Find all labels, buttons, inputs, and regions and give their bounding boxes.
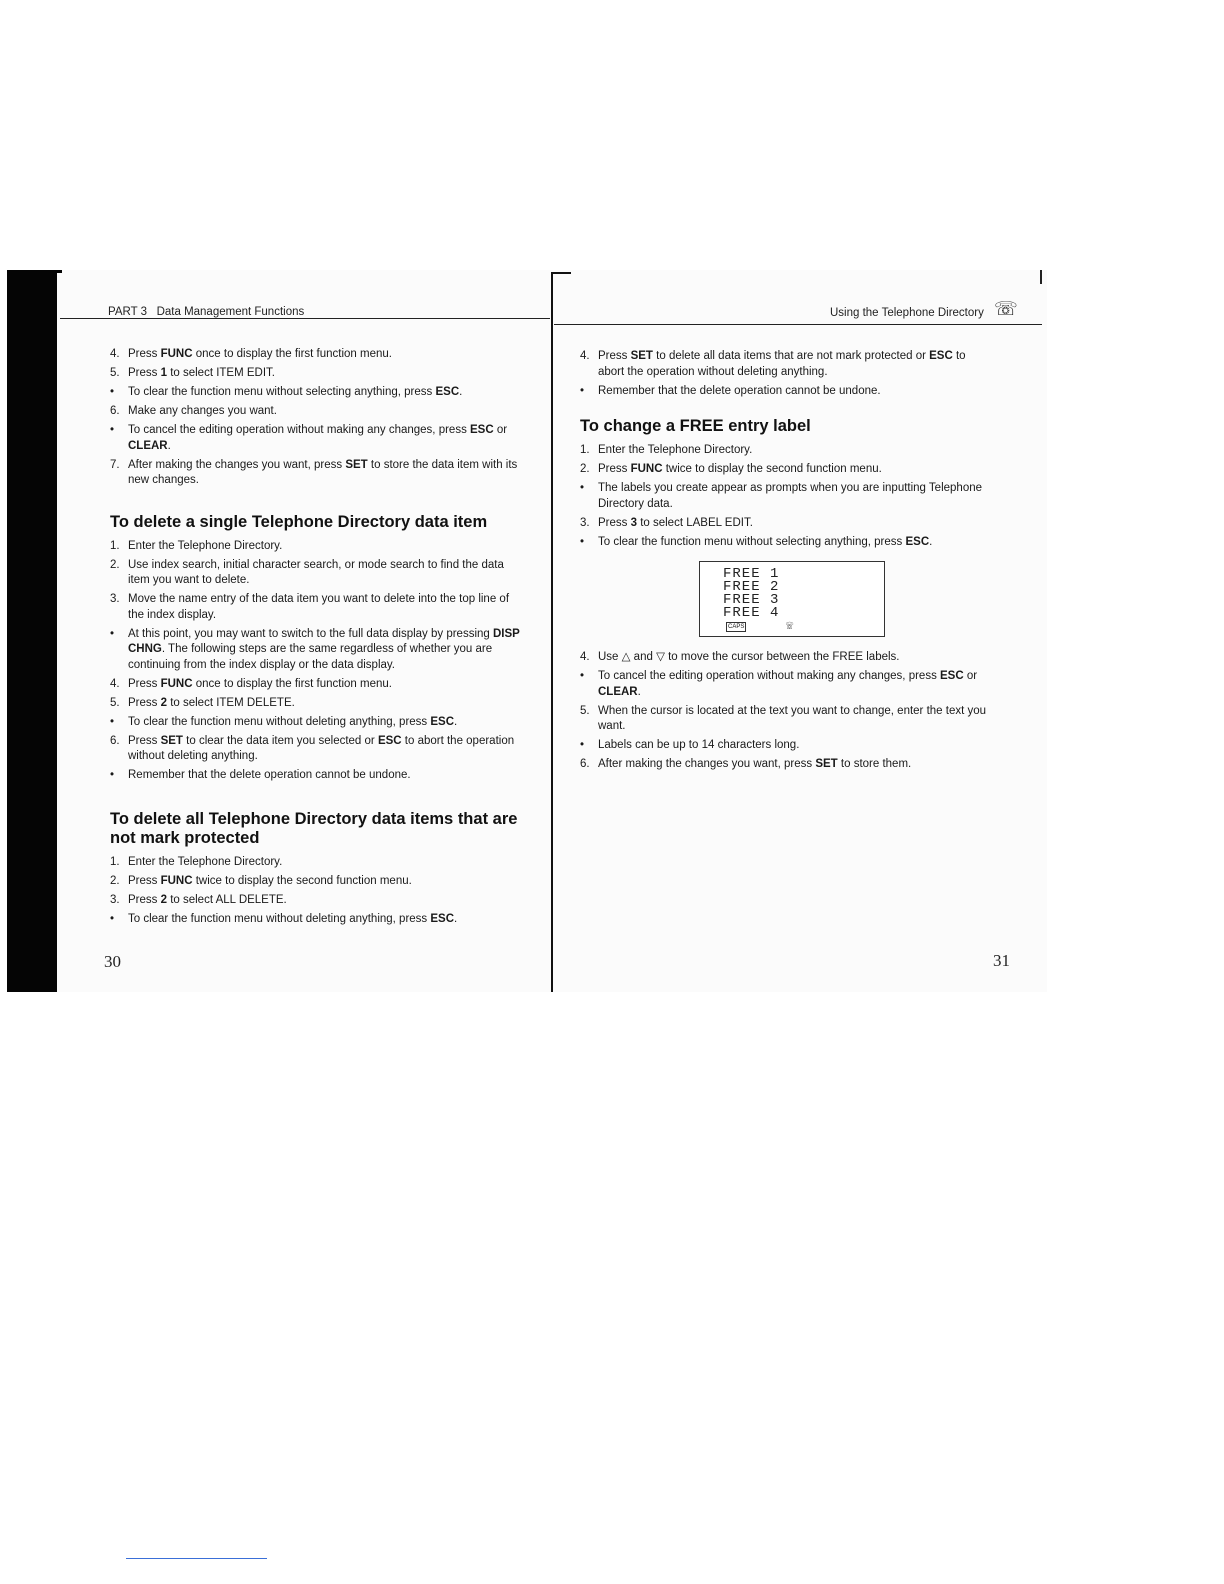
text-run: once to display the first function menu. xyxy=(192,677,392,690)
text-run: Press xyxy=(128,677,161,690)
left-top-list xyxy=(110,347,522,489)
item-text xyxy=(598,482,982,510)
step-item xyxy=(110,696,522,712)
text-run: to abort the operation without deleting anything. xyxy=(128,734,515,762)
right-top-list xyxy=(580,349,994,399)
list-marker: • xyxy=(110,386,115,398)
step-item xyxy=(110,734,522,765)
key-name: ESC xyxy=(929,350,953,362)
key-name: DISP CHNG xyxy=(128,627,520,655)
item-text xyxy=(128,913,457,925)
text-run: to select ITEM DELETE. xyxy=(167,696,295,709)
item-text xyxy=(128,459,517,487)
step-item xyxy=(580,462,994,478)
list-marker: 4. xyxy=(110,677,120,690)
list-marker: 2. xyxy=(110,558,120,571)
underline-mark xyxy=(126,1558,267,1559)
key-name: ESC xyxy=(435,386,460,398)
text-run: to clear the data item you selected or xyxy=(182,734,378,747)
step-item xyxy=(110,539,522,555)
text-run: Press xyxy=(128,893,161,906)
item-text xyxy=(598,651,900,663)
bullet-item xyxy=(580,669,994,700)
list-marker: 3. xyxy=(110,593,120,605)
bullet-item xyxy=(580,535,994,551)
item-text xyxy=(128,593,509,621)
section-heading-free-label: To change a FREE entry label xyxy=(580,417,811,435)
bullet-item xyxy=(110,385,522,401)
text-run: Remember that the delete operation cannot be undone. xyxy=(598,384,881,397)
text-run: or xyxy=(963,670,978,682)
key-name: ESC xyxy=(430,715,455,728)
key-name: SET xyxy=(630,350,653,362)
list-marker: 5. xyxy=(580,704,590,717)
list-marker: • xyxy=(580,482,585,494)
item-text xyxy=(128,559,504,587)
key-name: 3 xyxy=(630,516,637,529)
bullet-item xyxy=(110,423,522,454)
item-text xyxy=(128,348,392,360)
text-run: twice to display the second function menu. xyxy=(192,874,412,887)
list-marker: 2. xyxy=(580,463,590,475)
text-run: to store the data item with its new changes. xyxy=(128,458,518,486)
text-run: . xyxy=(454,715,458,728)
text-run: to store them. xyxy=(837,758,912,770)
key-name: ESC xyxy=(377,734,402,747)
step-item xyxy=(580,443,994,459)
step-item xyxy=(110,893,522,909)
key-name: CLEAR xyxy=(128,439,168,452)
item-text xyxy=(598,670,977,698)
key-name: 2 xyxy=(160,696,167,709)
step-item xyxy=(110,347,522,363)
list-marker: • xyxy=(580,384,585,397)
bullet-item xyxy=(580,384,994,400)
bullet-item xyxy=(580,738,994,754)
item-text xyxy=(598,463,882,475)
step-item xyxy=(110,458,522,489)
step-item xyxy=(110,404,522,420)
step-item xyxy=(580,650,994,666)
scan-edge-shadow xyxy=(7,270,57,992)
key-name: SET xyxy=(345,458,368,471)
text-run: Press xyxy=(598,463,631,475)
text-run: . xyxy=(454,912,458,925)
text-run: . xyxy=(929,535,933,548)
text-run: Use index search, initial character search, or mode search to find the data item you want to delete. xyxy=(128,558,504,586)
key-name: ESC xyxy=(470,424,494,436)
item-text xyxy=(128,367,275,379)
text-run: to delete all data items that are not mark protected or xyxy=(652,350,930,362)
text-run: twice to display the second function menu. xyxy=(662,463,882,475)
free-label-steps-a xyxy=(580,443,994,550)
scan-edge-hook xyxy=(50,270,62,273)
text-run: To cancel the editing operation without making any changes, press xyxy=(598,670,941,682)
item-text xyxy=(598,444,752,456)
text-run: The labels you create appear as prompts when you are inputting Telephone Directory data. xyxy=(598,482,983,510)
list-marker: 6. xyxy=(110,734,120,747)
section-heading-delete-all: To delete all Telephone Directory data items that are not mark protected xyxy=(110,809,518,847)
list-marker: • xyxy=(580,739,585,751)
key-name: ESC xyxy=(905,535,930,548)
bullet-item xyxy=(580,481,994,512)
header-rule-right xyxy=(554,324,1042,325)
text-run: to select LABEL EDIT. xyxy=(637,516,753,529)
text-run: to select ITEM EDIT. xyxy=(167,367,275,379)
text-run: to abort the operation without deleting anything. xyxy=(598,350,966,378)
item-text xyxy=(128,424,507,452)
delete-single-steps xyxy=(110,539,522,784)
text-run: To clear the function menu without selecting anything, press xyxy=(598,535,906,548)
free-label-steps-b xyxy=(580,650,994,773)
lcd-line: FREE 2 xyxy=(723,579,780,595)
list-marker: • xyxy=(580,535,585,548)
key-name: SET xyxy=(815,758,838,770)
bullet-item xyxy=(110,627,522,674)
text-run: Press xyxy=(128,734,161,747)
list-marker: 3. xyxy=(580,516,590,529)
text-run: Press xyxy=(128,874,161,887)
lcd-line: FREE 1 xyxy=(723,566,780,582)
list-marker: • xyxy=(580,670,585,682)
bullet-item xyxy=(110,912,522,928)
list-marker: 1. xyxy=(110,855,120,868)
key-name: FUNC xyxy=(160,874,193,887)
text-run: Press xyxy=(598,516,631,529)
item-text xyxy=(128,894,287,906)
item-text xyxy=(128,386,462,398)
item-text xyxy=(128,405,277,417)
step-item xyxy=(110,366,522,382)
step-item xyxy=(580,704,994,735)
telephone-icon: ☏ xyxy=(786,619,794,633)
list-marker: 4. xyxy=(580,350,590,362)
bullet-item xyxy=(110,768,522,784)
text-run: Labels can be up to 14 characters long. xyxy=(598,739,800,751)
key-name: FUNC xyxy=(160,677,193,690)
caps-indicator: CAPS xyxy=(728,624,745,630)
text-run: . xyxy=(167,439,171,452)
text-run: . xyxy=(637,685,641,698)
left-page-column xyxy=(110,347,522,931)
book-spine xyxy=(551,272,553,992)
key-name: ESC xyxy=(940,670,964,682)
item-text xyxy=(598,385,881,397)
list-marker: • xyxy=(110,424,115,436)
item-text xyxy=(598,517,753,529)
lcd-line: FREE 3 xyxy=(723,592,780,608)
list-marker: • xyxy=(110,627,115,640)
text-run: To clear the function menu without deleting anything, press xyxy=(128,715,431,728)
list-marker: 1. xyxy=(110,539,120,552)
step-item xyxy=(110,874,522,890)
lcd-line: FREE 4 xyxy=(723,605,780,621)
telephone-icon: ☏ xyxy=(994,299,1018,320)
text-run: once to display the first function menu. xyxy=(192,348,392,360)
text-run: . xyxy=(459,386,463,398)
key-name: SET xyxy=(160,734,183,747)
key-name: 1 xyxy=(160,367,167,379)
text-run: . The following steps are the same regardless of whether you are continuing from the index display or the data display. xyxy=(128,643,493,671)
text-run: Enter the Telephone Directory. xyxy=(128,855,283,868)
list-marker: 6. xyxy=(580,758,590,770)
item-text xyxy=(128,716,457,728)
item-text xyxy=(128,540,282,552)
key-name: FUNC xyxy=(160,348,193,360)
item-text xyxy=(128,856,282,868)
key-name: FUNC xyxy=(630,463,663,475)
delete-all-steps xyxy=(110,855,522,928)
text-run: Press xyxy=(128,696,161,709)
step-item xyxy=(110,855,522,871)
list-marker: 4. xyxy=(110,348,120,360)
text-run: At this point, you may want to switch to the full data display by pressing xyxy=(128,627,493,640)
book-spine-top xyxy=(551,272,571,274)
right-page-column xyxy=(580,349,994,554)
step-item xyxy=(580,516,994,532)
lcd-display xyxy=(699,561,885,637)
running-head-left: PART 3 Data Management Functions xyxy=(108,306,305,318)
text-run: To clear the function menu without deleting anything, press xyxy=(128,912,431,925)
right-page-column-lower xyxy=(580,650,994,776)
text-run: To cancel the editing operation without making any changes, press xyxy=(128,424,471,436)
step-item xyxy=(580,757,994,773)
item-text xyxy=(128,628,520,671)
text-run: Press xyxy=(128,348,161,360)
list-marker: 5. xyxy=(110,696,120,709)
text-run: to select ALL DELETE. xyxy=(167,893,287,906)
item-text xyxy=(598,536,932,548)
text-run: Make any changes you want. xyxy=(128,405,277,417)
list-marker: • xyxy=(110,715,115,728)
text-run: Remember that the delete operation cannot be undone. xyxy=(128,769,411,781)
item-text xyxy=(128,735,514,763)
item-text xyxy=(128,875,412,887)
list-marker: 5. xyxy=(110,367,120,379)
text-run: To clear the function menu without selecting anything, press xyxy=(128,386,436,398)
text-run: After making the changes you want, press xyxy=(128,458,346,471)
step-item xyxy=(110,558,522,589)
step-item xyxy=(110,677,522,693)
text-run: After making the changes you want, press xyxy=(598,758,816,770)
list-marker: 2. xyxy=(110,874,120,887)
item-text xyxy=(598,739,799,751)
key-name: CLEAR xyxy=(598,685,638,698)
text-run: Press xyxy=(128,367,161,379)
key-name: ESC xyxy=(430,912,455,925)
text-run: Press xyxy=(598,350,631,362)
step-item xyxy=(110,592,522,623)
list-marker: 6. xyxy=(110,405,120,417)
item-text xyxy=(128,697,295,709)
item-text xyxy=(598,705,986,733)
list-marker: 3. xyxy=(110,893,120,906)
text-run: Enter the Telephone Directory. xyxy=(598,444,753,456)
text-run: Use △ and ▽ to move the cursor between the FREE labels. xyxy=(598,651,900,663)
list-marker: 4. xyxy=(580,651,590,663)
item-text xyxy=(598,350,966,378)
list-marker: 1. xyxy=(580,444,590,456)
list-marker: 7. xyxy=(110,458,120,471)
scan-mark xyxy=(1040,270,1042,284)
item-text xyxy=(128,678,392,690)
section-heading-delete-single: To delete a single Telephone Directory data item xyxy=(110,512,488,531)
text-run: or xyxy=(493,424,508,436)
list-marker: • xyxy=(110,912,115,925)
running-head-right: Using the Telephone Directory xyxy=(830,307,984,319)
bullet-item xyxy=(110,715,522,731)
text-run: Enter the Telephone Directory. xyxy=(128,539,283,552)
page-number-right: 31 xyxy=(993,951,1010,970)
text-run: Move the name entry of the data item you want to delete into the top line of the index display. xyxy=(128,593,510,621)
key-name: 2 xyxy=(160,893,167,906)
header-rule-left xyxy=(60,318,550,319)
list-marker: • xyxy=(110,769,115,781)
text-run: When the cursor is located at the text you want to change, enter the text you want. xyxy=(598,704,987,732)
page-number-left: 30 xyxy=(104,952,121,971)
step-item xyxy=(580,349,994,380)
item-text xyxy=(128,769,411,781)
item-text xyxy=(598,758,911,770)
